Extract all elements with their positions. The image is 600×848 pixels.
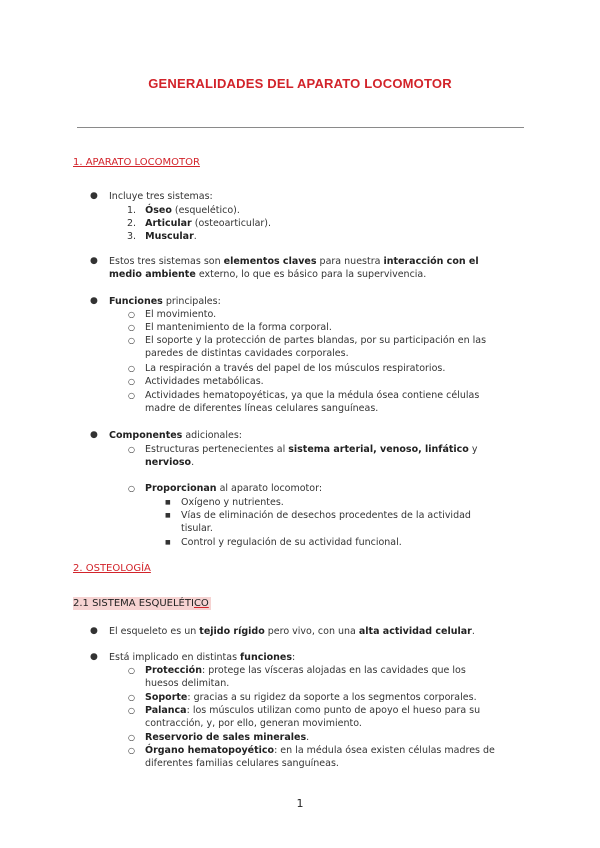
function-item-cont: paredes de distintas cavidades corporales. bbox=[145, 348, 349, 359]
function-item: La respiración a través del papel de los músculos respiratorios. bbox=[145, 363, 446, 374]
components-structures-line-1: Estructuras pertenecientes al sistema arterial, venoso, linfático y bbox=[145, 444, 478, 455]
bullet-dot: ● bbox=[90, 430, 98, 440]
function-item-cont: madre de diferentes líneas celulares sanguíneas. bbox=[145, 403, 379, 414]
bullet-circle: ○ bbox=[128, 364, 135, 373]
function-item: Actividades metabólicas. bbox=[145, 376, 264, 387]
document-title: GENERALIDADES DEL APARATO LOCOMOTOR bbox=[148, 76, 452, 91]
section-heading-aparato-locomotor: 1. APARATO LOCOMOTOR bbox=[73, 157, 200, 168]
skeleton-function-item: Soporte: gracias a su rigidez da soporte a los segmentos corporales. bbox=[145, 692, 477, 703]
skeleton-function-item-cont: diferentes familias celulares sanguíneas. bbox=[145, 758, 339, 769]
skeleton-definition: El esqueleto es un tejido rígido pero vivo, con una alta actividad celular. bbox=[109, 626, 475, 637]
bullet-circle: ○ bbox=[128, 445, 135, 454]
bullet-circle: ○ bbox=[128, 733, 135, 742]
skeleton-functions-heading: Está implicado en distintas funciones: bbox=[109, 652, 296, 663]
bullet-dot: ● bbox=[90, 652, 98, 662]
components-structures-line-2: nervioso. bbox=[145, 457, 195, 468]
bullet-circle: ○ bbox=[128, 746, 135, 755]
bullet-circle: ○ bbox=[128, 336, 135, 345]
section-heading-osteologia: 2. OSTEOLOGÍA bbox=[73, 563, 151, 574]
bullet-dot: ● bbox=[90, 626, 98, 636]
key-elements-line-2: medio ambiente externo, lo que es básico para la supervivencia. bbox=[109, 269, 427, 280]
provides-item-cont: tisular. bbox=[181, 523, 213, 534]
bullet-circle: ○ bbox=[128, 484, 135, 493]
bullet-circle: ○ bbox=[128, 323, 135, 332]
system-item: 3. Muscular. bbox=[127, 231, 197, 242]
skeleton-function-item-cont: huesos delimitan. bbox=[145, 678, 230, 689]
bullet-square: ■ bbox=[165, 512, 171, 519]
functions-heading: Funciones principales: bbox=[109, 296, 221, 307]
bullet-dot: ● bbox=[90, 256, 98, 266]
key-elements-line-1: Estos tres sistemas son elementos claves para nuestra interacción con el bbox=[109, 256, 479, 267]
skeleton-function-item: Órgano hematopoyético: en la médula ósea existen células madres de bbox=[145, 745, 495, 756]
skeleton-function-item: Reservorio de sales minerales. bbox=[145, 732, 310, 743]
system-item: 2. Articular (osteoarticular). bbox=[127, 218, 272, 229]
title-divider bbox=[77, 127, 524, 128]
components-heading: Componentes adicionales: bbox=[109, 430, 243, 441]
bullet-circle: ○ bbox=[128, 377, 135, 386]
systems-intro: Incluye tres sistemas: bbox=[109, 191, 213, 202]
provides-heading: Proporcionan al aparato locomotor: bbox=[145, 483, 323, 494]
bullet-square: ■ bbox=[165, 499, 171, 506]
skeleton-function-item-cont: contracción, y, por ello, generan movimiento. bbox=[145, 718, 362, 729]
page-number: 1 bbox=[296, 797, 304, 810]
bullet-circle: ○ bbox=[128, 693, 135, 702]
skeleton-function-item: Palanca: los músculos utilizan como punto de apoyo el hueso para su bbox=[145, 705, 481, 716]
bullet-circle: ○ bbox=[128, 391, 135, 400]
provides-item: Vías de eliminación de desechos procedentes de la actividad bbox=[181, 510, 471, 521]
bullet-dot: ● bbox=[90, 191, 98, 201]
bullet-circle: ○ bbox=[128, 706, 135, 715]
system-item: 1. Óseo (esquelético). bbox=[127, 205, 240, 216]
bullet-dot: ● bbox=[90, 296, 98, 306]
skeleton-function-item: Protección: protege las vísceras alojadas en las cavidades que los bbox=[145, 665, 466, 676]
provides-item: Oxígeno y nutrientes. bbox=[181, 497, 284, 508]
bullet-circle: ○ bbox=[128, 310, 135, 319]
function-item: El movimiento. bbox=[145, 309, 217, 320]
provides-item: Control y regulación de su actividad funcional. bbox=[181, 537, 402, 548]
subsection-heading-sistema-esqueletico: 2.1 SISTEMA ESQUELÉTICO bbox=[73, 598, 209, 609]
function-item: Actividades hematopoyéticas, ya que la médula ósea contiene células bbox=[145, 390, 480, 401]
function-item: El mantenimiento de la forma corporal. bbox=[145, 322, 332, 333]
function-item: El soporte y la protección de partes blandas, por su participación en las bbox=[145, 335, 487, 346]
bullet-square: ■ bbox=[165, 539, 171, 546]
bullet-circle: ○ bbox=[128, 666, 135, 675]
